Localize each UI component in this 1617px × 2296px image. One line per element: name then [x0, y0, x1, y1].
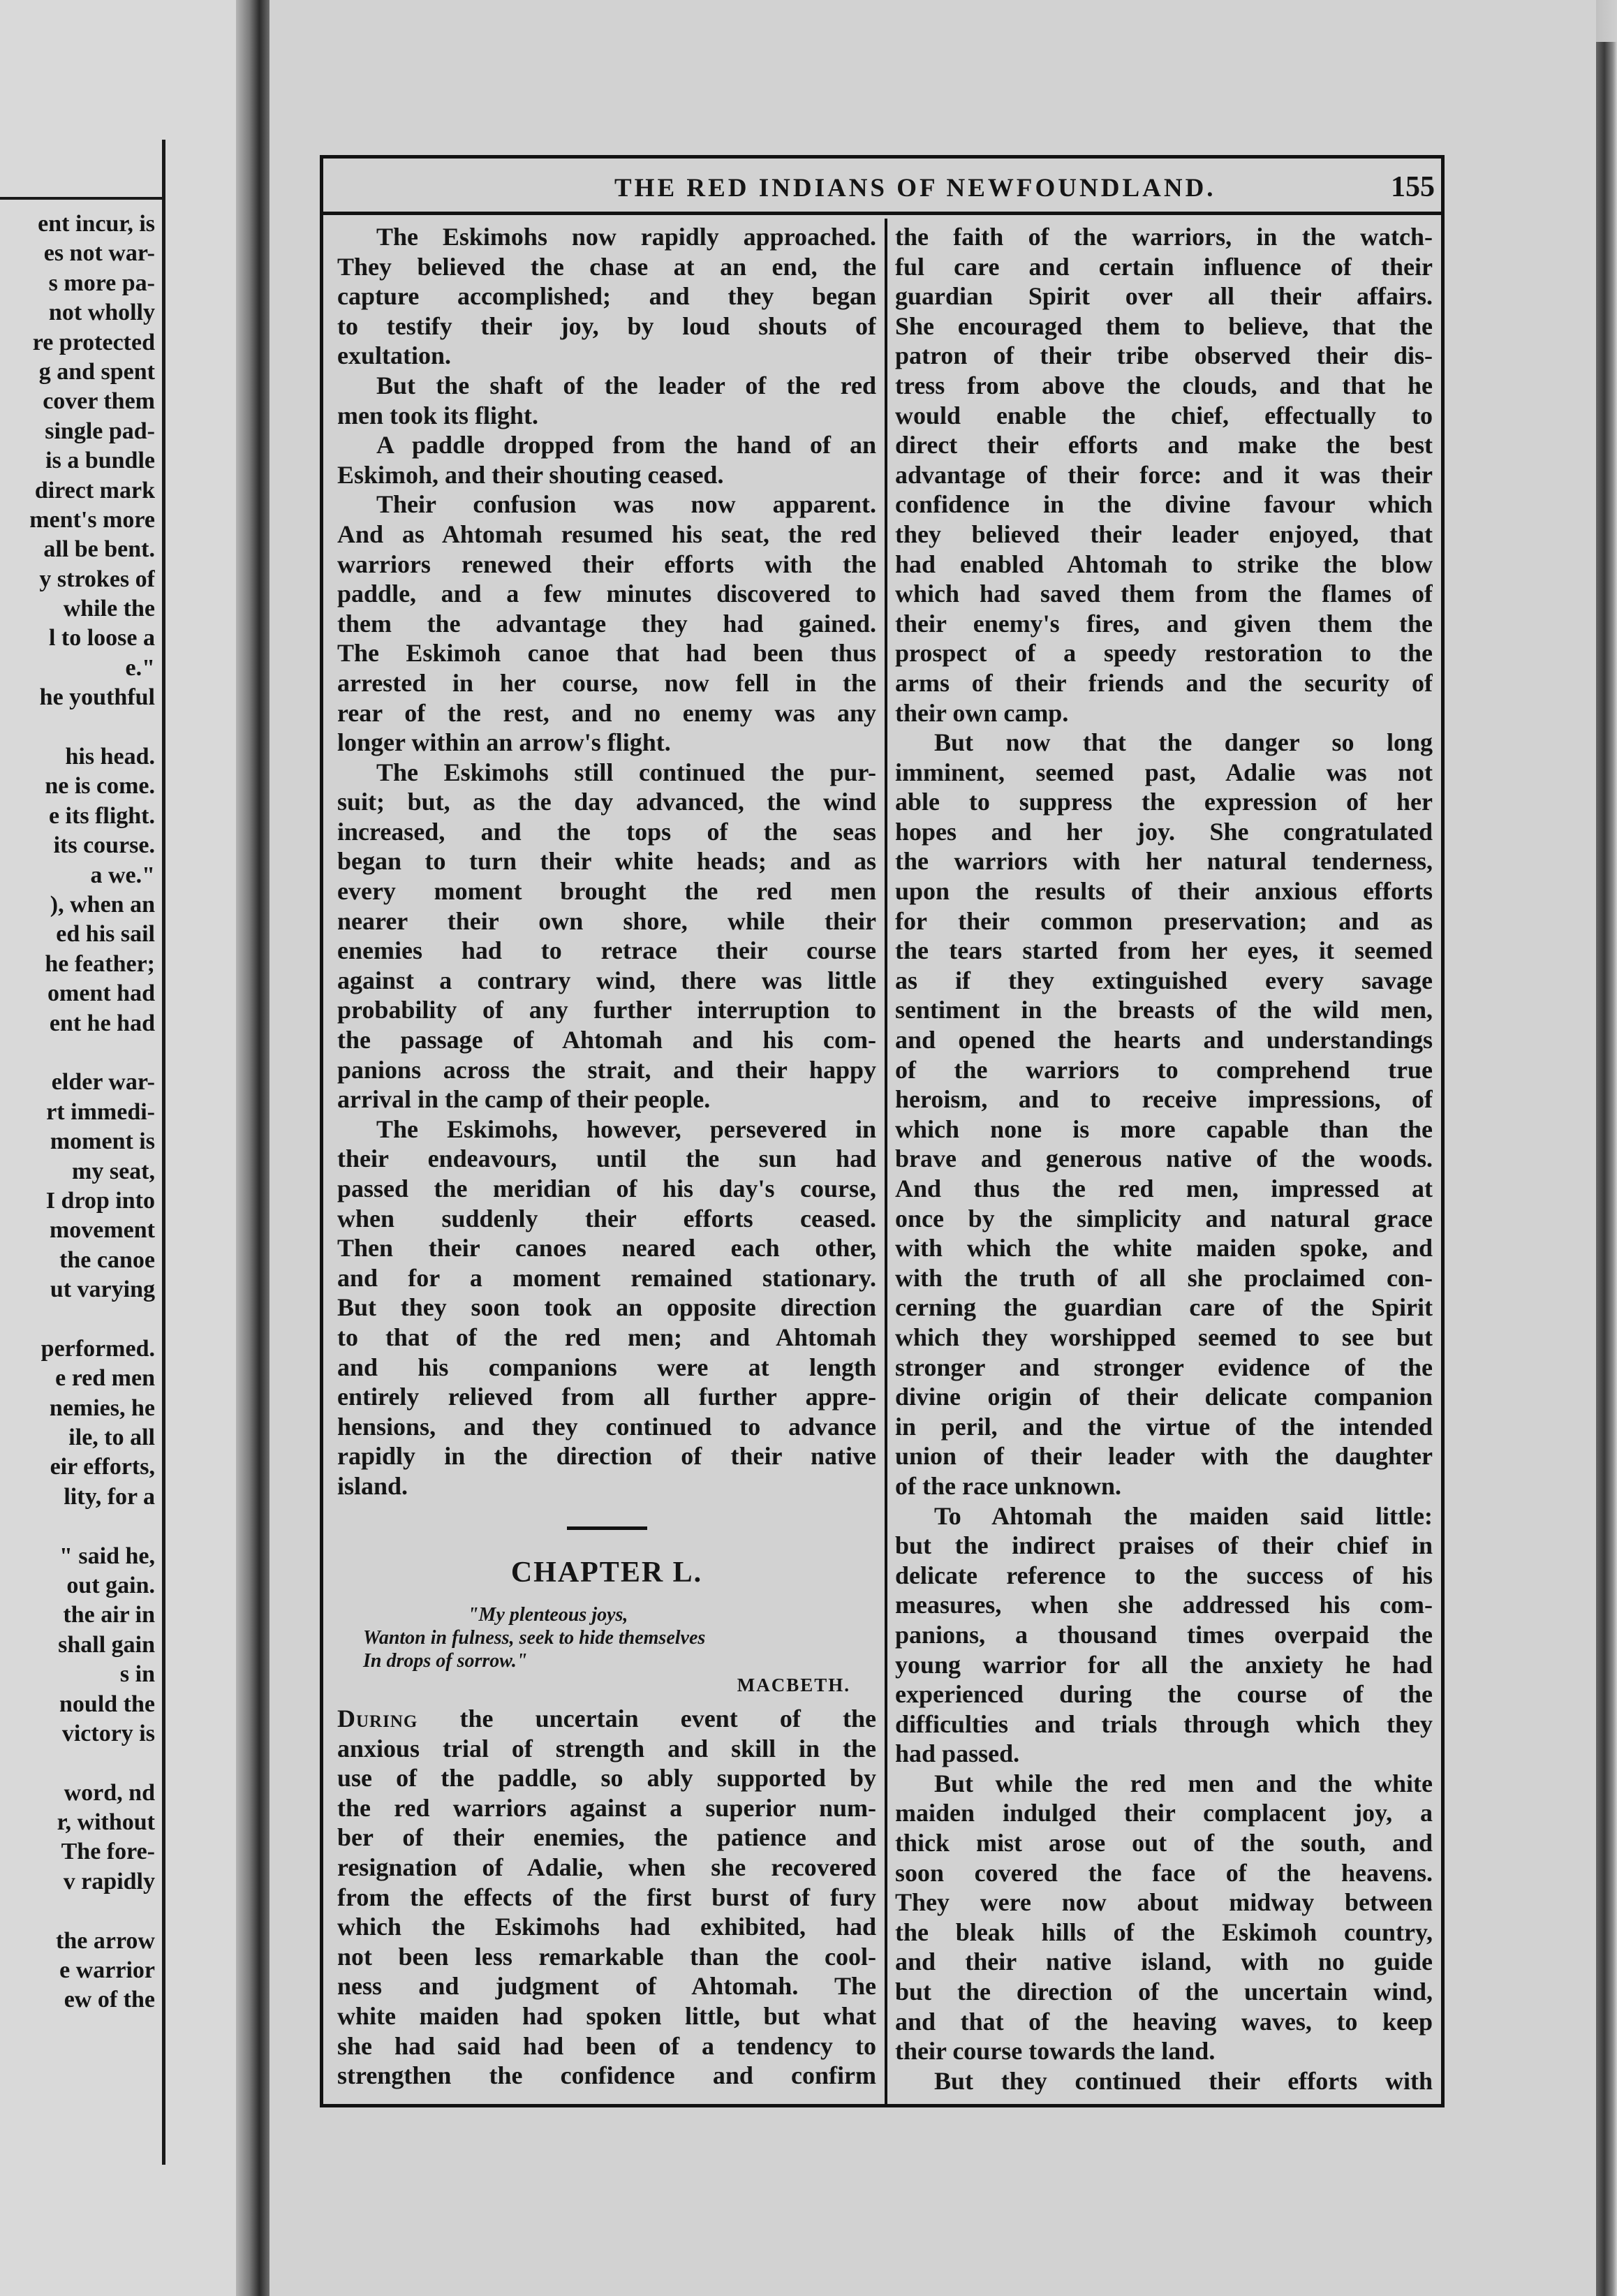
previous-page-line: [0, 1512, 155, 1541]
text-line: the tears started from her eyes, it seemed: [895, 936, 1433, 965]
text-line: the red warriors against a superior num-: [337, 1793, 876, 1822]
text-line: hensions, and they continued to advance: [337, 1412, 876, 1441]
previous-page-line: my seat,: [72, 1158, 155, 1184]
text-line: ber of their enemies, the patience and: [337, 1823, 876, 1852]
text-line: which they worshipped seemed to see but: [895, 1323, 1433, 1351]
text-line: nearer their own shore, while their: [337, 906, 876, 935]
text-line: but the indirect praises of their chief in: [895, 1531, 1433, 1560]
text-line: patron of their tribe observed their dis-: [895, 341, 1433, 370]
text-line: And thus the red men, impressed at: [895, 1175, 1433, 1202]
book-spine: [236, 0, 270, 2296]
previous-page-line: [0, 713, 155, 742]
text-line: which had saved them from the flames of: [895, 580, 1433, 608]
text-line: confidence in the divine favour which: [895, 490, 1433, 519]
previous-page-line: victory is: [61, 1720, 155, 1746]
previous-page-line: s more pa-: [48, 270, 155, 296]
text-line: had enabled Ahtomah to strike the blow: [895, 550, 1433, 578]
chapter-title: CHAPTER L.: [510, 1557, 703, 1589]
previous-page-line: oment had: [47, 980, 155, 1007]
right-column: [895, 222, 1433, 2096]
previous-page-line: he youthful: [39, 684, 155, 711]
text-line: thick mist arose out of the south, and: [895, 1829, 1433, 1857]
previous-page-line: v rapidly: [63, 1868, 155, 1894]
text-line: The Eskimohs still continued the pur-: [376, 758, 876, 786]
running-head: THE RED INDIANS OF NEWFOUNDLAND.: [614, 174, 1216, 203]
previous-page-line: word, nd: [64, 1779, 155, 1806]
text-line: experienced during the course of the: [895, 1680, 1433, 1709]
previous-page-line: cover them: [43, 388, 155, 415]
text-line: To Ahtomah the maiden said little:: [934, 1501, 1433, 1530]
text-line: imminent, seemed past, Adalie was not: [895, 758, 1433, 786]
text-line: and their native island, with no guide: [895, 1948, 1433, 1976]
chapter-separator-rule: [567, 1526, 647, 1530]
previous-page-line: s in: [119, 1661, 155, 1688]
text-line: the faith of the warriors, in the watch-: [895, 223, 1433, 251]
text-line: suit; but, as the day advanced, the wind: [337, 788, 876, 816]
text-line: hopes and her joy. She congratulated: [895, 817, 1433, 846]
text-line: rapidly in the direction of their native: [337, 1442, 876, 1471]
previous-page-line: shall gain: [58, 1631, 155, 1658]
text-line: But the shaft of the leader of the red: [376, 371, 876, 399]
text-line: advantage of their force: and it was their: [895, 460, 1433, 489]
text-line: soon covered the face of the heavens.: [895, 1858, 1433, 1887]
text-line: their course towards the land.: [895, 2037, 1216, 2066]
text-line: Eskimoh, and their shouting ceased.: [337, 460, 724, 489]
text-line: stronger and stronger evidence of the: [895, 1353, 1433, 1381]
text-line: But they soon took an opposite direction: [337, 1293, 876, 1322]
text-line: maiden indulged their complacent joy, a: [895, 1799, 1433, 1827]
text-line: rear of the rest, and no enemy was any: [337, 698, 876, 727]
text-line: the warriors with her natural tenderness,: [895, 847, 1433, 876]
text-line: young warrior for all the anxiety he had: [895, 1650, 1433, 1679]
text-line: had passed.: [895, 1739, 1020, 1768]
text-line: But now that the danger so long: [934, 728, 1433, 757]
text-line: which none is more capable than the: [895, 1114, 1433, 1143]
previous-page-line: out gain.: [66, 1572, 155, 1598]
previous-page-line: moment is: [50, 1128, 155, 1155]
previous-page-line: eir efforts,: [50, 1454, 155, 1480]
text-line: A paddle dropped from the hand of an: [376, 431, 876, 459]
text-line: once by the simplicity and natural grace: [895, 1204, 1433, 1232]
text-line: entirely relieved from all further appre-: [337, 1383, 876, 1411]
text-line: they believed their leader enjoyed, that: [895, 520, 1433, 548]
text-line: every moment brought the red men: [337, 877, 876, 906]
previous-page-line: movement: [49, 1217, 155, 1244]
previous-page-line: ent he had: [49, 1010, 155, 1036]
text-line: tress from above the clouds, and that he: [895, 371, 1433, 399]
previous-page-line: the arrow: [56, 1927, 155, 1954]
previous-page-line: ut varying: [50, 1276, 155, 1303]
text-line: ness and judgment of Ahtomah. The: [337, 1972, 876, 2001]
previous-page-line: " said he,: [59, 1543, 155, 1569]
previous-page-line: he feather;: [45, 950, 155, 977]
text-line: guardian Spirit over all their affairs.: [895, 282, 1433, 311]
text-line: They were now about midway between: [895, 1888, 1433, 1917]
previous-page-line: a we.": [90, 862, 155, 888]
epigraph-line: In drops of sorrow.": [363, 1650, 528, 1672]
text-line: men took its flight.: [337, 401, 538, 429]
text-line: and for a moment remained stationary.: [337, 1263, 876, 1292]
text-line: when suddenly their efforts ceased.: [337, 1204, 876, 1232]
previous-page-line: ), when an: [50, 891, 155, 918]
text-line: from the effects of the first burst of fury: [337, 1883, 876, 1911]
text-line: Their confusion was now apparent.: [376, 490, 876, 519]
text-line: island.: [337, 1471, 408, 1500]
previous-page-line: its course.: [53, 832, 155, 859]
text-line: began to turn their white heads; and as: [337, 847, 876, 876]
epigraph-line: Wanton in fulness, seek to hide themselves: [363, 1627, 706, 1649]
text-line: divine origin of their delicate companion: [895, 1383, 1433, 1411]
previous-page-line: e red men: [55, 1365, 155, 1392]
text-line: heroism, and to receive impressions, of: [895, 1085, 1433, 1114]
previous-page-line: y strokes of: [39, 566, 155, 592]
text-line: the passage of Ahtomah and his com-: [337, 1026, 876, 1054]
previous-page-line: performed.: [40, 1335, 155, 1362]
text-line: ful care and certain influence of their: [895, 252, 1433, 281]
previous-page-line: rt immedi-: [46, 1098, 155, 1125]
text-line: anxious trial of strength and skill in the: [337, 1734, 876, 1763]
text-line: but the direction of the uncertain wind,: [895, 1978, 1433, 2006]
text-line: But they continued their efforts with: [934, 2066, 1433, 2095]
text-line: cerning the guardian care of the Spirit: [895, 1293, 1433, 1322]
previous-page-line: [0, 1749, 155, 1778]
text-line: measures, when she addressed his com-: [895, 1591, 1433, 1619]
epigraph-source: MACBETH.: [737, 1675, 850, 1695]
text-line: of the warriors to comprehend true: [895, 1055, 1433, 1084]
text-line: their enemy's fires, and given them the: [895, 609, 1433, 638]
previous-page-line: g and spent: [38, 358, 155, 385]
text-line: Then their canoes neared each other,: [337, 1234, 876, 1263]
text-line: warriors renewed their efforts with the: [337, 550, 876, 578]
text-line: would enable the chief, effectually to: [895, 401, 1433, 429]
text-line: prospect of a speedy restoration to the: [895, 639, 1433, 668]
text-line: enemies had to retrace their course: [337, 936, 876, 965]
text-line: against a contrary wind, there was little: [337, 966, 876, 994]
previous-page: [0, 0, 237, 2296]
text-line: as if they extinguished every savage: [895, 966, 1433, 994]
column-divider: [885, 219, 887, 2104]
text-line: with which the white maiden spoke, and: [895, 1234, 1433, 1263]
text-line: white maiden had spoken little, but what: [337, 2001, 876, 2030]
text-line: them the advantage they had gained.: [337, 609, 876, 638]
text-line: And as Ahtomah resumed his seat, the red: [337, 520, 876, 548]
previous-page-line: The fore-: [61, 1839, 155, 1865]
text-line: The Eskimohs, however, persevered in: [376, 1114, 876, 1143]
previous-page-line: es not war-: [43, 240, 155, 267]
text-line: upon the results of their anxious efforts: [895, 877, 1433, 906]
previous-page-line: direct mark: [34, 477, 155, 503]
chapter-first-line: [337, 1704, 876, 1734]
text-line: paddle, and a few minutes discovered to: [337, 580, 876, 608]
previous-page-line: ne is come.: [45, 773, 155, 800]
previous-page-line: r, without: [57, 1809, 155, 1836]
previous-page-line: nemies, he: [49, 1394, 155, 1421]
text-line: their endeavours, until the sun had: [337, 1145, 876, 1173]
text-line: and that of the heaving waves, to keep: [895, 2007, 1433, 2036]
text-line: They believed the chase at an end, the: [337, 252, 876, 281]
text-line: arrival in the camp of their people.: [337, 1085, 711, 1114]
epigraph: [363, 1603, 852, 1672]
previous-page-line: ew of the: [64, 1987, 155, 2013]
previous-page-line: e warrior: [59, 1957, 155, 1984]
text-line: which the Eskimohs had exhibited, had: [337, 1913, 876, 1941]
text-line: exultation.: [337, 341, 452, 370]
text-line: The Eskimohs now rapidly approached.: [376, 223, 876, 251]
page-number: 155: [1391, 171, 1435, 203]
previous-page-line: re protected: [32, 329, 155, 355]
text-line: brave and generous native of the woods.: [895, 1145, 1433, 1173]
text-line: of the race unknown.: [895, 1471, 1122, 1500]
previous-page-line: single pad-: [45, 418, 155, 444]
previous-page-line: e its flight.: [48, 802, 155, 829]
text-line: increased, and the tops of the seas: [337, 817, 876, 846]
text-line: strengthen the confidence and confirm: [337, 2061, 876, 2090]
left-column: [337, 222, 876, 1501]
text-line: sentiment in the breasts of the wild men,: [895, 996, 1433, 1024]
previous-page-line: nould the: [59, 1691, 155, 1717]
chapter-opening: [337, 1704, 876, 2091]
text-line: arrested in her course, now fell in the: [337, 668, 876, 697]
text-line: difficulties and trials through which they: [895, 1709, 1433, 1738]
previous-page-header-rule: [0, 197, 162, 200]
text-line: longer within an arrow's flight.: [337, 728, 671, 757]
previous-page-text: [0, 209, 155, 2015]
previous-page-line: lity, for a: [64, 1483, 155, 1510]
previous-page-line: while the: [63, 596, 155, 622]
text-line: able to suppress the expression of her: [895, 788, 1433, 816]
previous-page-line: l to loose a: [48, 625, 155, 652]
text-line: to that of the red men; and Ahtomah: [337, 1323, 876, 1351]
text-line: direct their efforts and make the best: [895, 431, 1433, 459]
text-line: she had said had been of a tendency to: [337, 2031, 876, 2060]
text-line: union of their leader with the daughter: [895, 1442, 1433, 1471]
text-line: resignation of Adalie, when she recovered: [337, 1853, 876, 1881]
text-line: delicate reference to the success of his: [895, 1561, 1433, 1589]
first-line-rest: the uncertain event of the: [418, 1705, 876, 1732]
text-line: their own camp.: [895, 698, 1069, 727]
text-line: The Eskimoh canoe that had been thus: [337, 639, 876, 668]
text-line: arms of their friends and the security of: [895, 668, 1433, 697]
text-line: for their common preservation; and as: [895, 906, 1433, 935]
text-line: probability of any further interruption to: [337, 996, 876, 1024]
text-line: to testify their joy, by loud shouts of: [337, 311, 876, 340]
previous-page-line: e.": [125, 654, 155, 681]
previous-page-line: the air in: [63, 1602, 155, 1628]
previous-page-line: the canoe: [59, 1246, 155, 1273]
previous-page-line: ile, to all: [68, 1425, 155, 1451]
text-line: in peril, and the virtue of the intended: [895, 1412, 1433, 1441]
previous-page-line: ed his sail: [56, 921, 155, 948]
text-line: passed the meridian of his day's course,: [337, 1175, 876, 1202]
text-line: But while the red men and the white: [934, 1769, 1433, 1797]
header-rule: [320, 212, 1445, 215]
previous-page-line: elder war-: [51, 1069, 155, 1096]
previous-page-line: [0, 1304, 155, 1334]
previous-page-line: is a bundle: [45, 448, 155, 474]
previous-page-line: [0, 1897, 155, 1926]
text-line: with the truth of all she proclaimed con-: [895, 1263, 1433, 1292]
text-line: panions across the strait, and their happy: [337, 1055, 876, 1084]
text-line: and his companions were at length: [337, 1353, 876, 1381]
previous-page-line: all be bent.: [43, 536, 155, 563]
text-line: not been less remarkable than the cool-: [337, 1942, 876, 1971]
page-edge: [1596, 42, 1617, 2296]
previous-page-line: ment's more: [29, 506, 155, 533]
previous-page-line: I drop into: [45, 1187, 155, 1214]
previous-page-line: [0, 1038, 155, 1068]
text-line: the bleak hills of the Eskimoh country,: [895, 1918, 1433, 1946]
text-line: She encouraged them to believe, that the: [895, 311, 1433, 340]
text-line: panions, a thousand times overpaid the: [895, 1620, 1433, 1649]
previous-page-line: his head.: [65, 744, 155, 770]
epigraph-line: "My plenteous joys,: [468, 1604, 628, 1626]
previous-page-line: ent incur, is: [38, 211, 155, 237]
text-line: and opened the hearts and understandings: [895, 1026, 1433, 1054]
text-line: capture accomplished; and they began: [337, 282, 876, 311]
previous-page-line: not wholly: [48, 300, 155, 326]
drop-word: During: [337, 1705, 418, 1732]
text-line: use of the paddle, so ably supported by: [337, 1764, 876, 1793]
